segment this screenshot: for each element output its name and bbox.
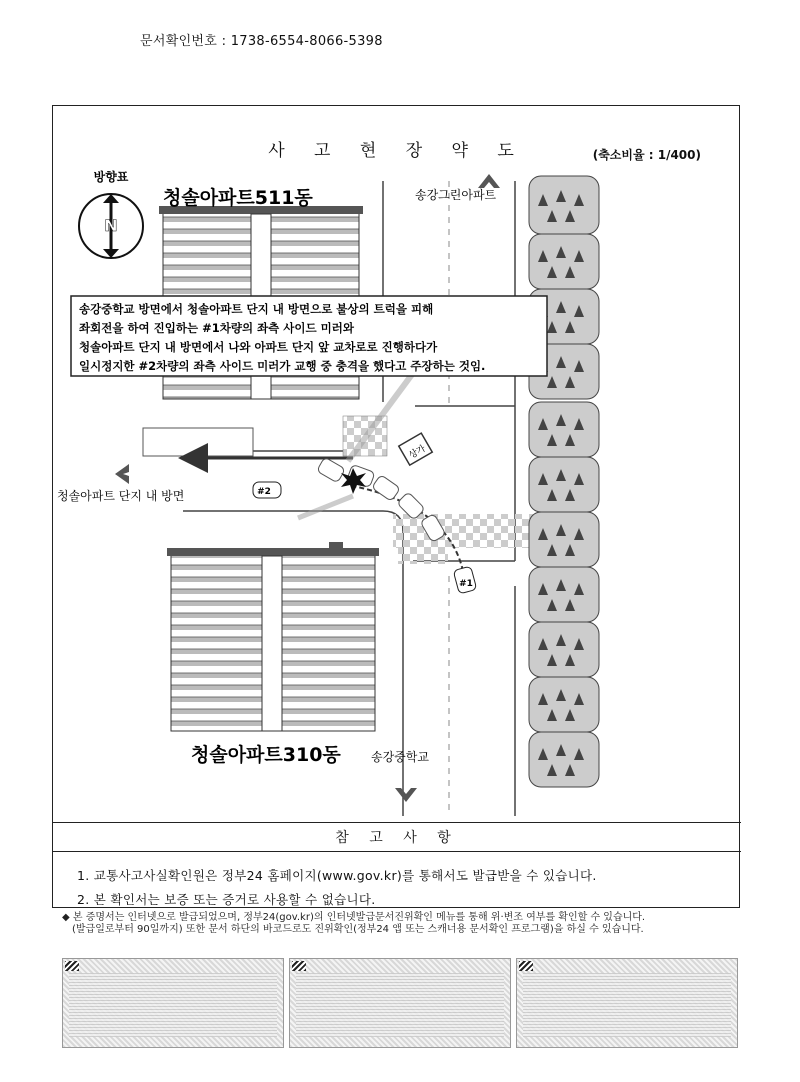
description-line: 청솔아파트 단지 내 방면에서 나와 아파트 단지 앞 교차로로 진행하다가 — [79, 340, 438, 354]
notes-header: 참 고 사 항 — [53, 822, 741, 852]
chevron-up-icon — [478, 174, 500, 188]
description-line: 좌회전을 하여 진입하는 #1차량의 좌측 사이드 미러와 — [79, 321, 354, 335]
compass-label: 방향표 — [93, 170, 129, 184]
footer-line: (발급일로부터 90일까지) 또한 문서 하단의 바코드로도 진위확인(정부24 앱 또는 스캐너용 문서확인 프로그램)을 하실 수 있습니다. — [72, 924, 644, 935]
note-item: 1. 교통사고사실확인원은 정부24 홈페이지(www.gov.kr)를 통해서도 발급받을 수 있습니다. — [77, 868, 597, 883]
note-item: 2. 본 확인서는 보증 또는 증거로 사용할 수 없습니다. — [77, 892, 376, 907]
footer-line: ◆ 본 증명서는 인터넷으로 발급되었으며, 정부24(gov.kr)의 인터넷발급문서진위확인 메뉴를 통해 위·변조 여부를 확인할 수 있습니다. — [62, 912, 646, 923]
vehicle-1-label: #1 — [459, 579, 473, 589]
sketch-title: 사 고 현 장 약 도 — [268, 141, 526, 161]
vehicle-2-label: #2 — [257, 487, 271, 497]
building-310-label: 청솔아파트310동 — [191, 744, 341, 766]
building-310 — [167, 542, 379, 731]
document-number: 문서확인번호 : 1738-6554-8066-5398 — [140, 34, 383, 49]
description-line: 일시정지한 #2차량의 좌측 사이드 미러가 교행 중 충격을 했다고 주장하는 것임. — [79, 359, 486, 373]
footer-notice — [62, 912, 742, 936]
chevron-left-icon — [115, 464, 129, 484]
crosswalk-south — [398, 536, 448, 564]
crosswalk-west — [143, 428, 253, 456]
songgang-middle-label: 송강중학교 — [371, 750, 429, 764]
compass-letter: N — [104, 216, 118, 235]
accident-sketch-diagram — [53, 106, 739, 822]
accident-sketch-frame — [52, 105, 740, 908]
chevron-down-icon — [395, 788, 417, 802]
verification-barcode — [516, 958, 738, 1048]
songgang-green-label: 송강그린아파트 — [415, 188, 497, 202]
verification-barcode — [62, 958, 284, 1048]
verification-barcode — [289, 958, 511, 1048]
store-label: 상가 — [407, 443, 428, 462]
description-line: 송강중학교 방면에서 청솔아파트 단지 내 방면으로 불상의 트럭을 피해 — [79, 302, 434, 316]
building-511-label: 청솔아파트511동 — [163, 187, 313, 209]
cheongsol-direction-label: 청솔아파트 단지 내 방면 — [57, 489, 185, 503]
sketch-scale: (축소비율 : 1/400) — [592, 148, 701, 162]
tree-strip — [529, 176, 599, 787]
